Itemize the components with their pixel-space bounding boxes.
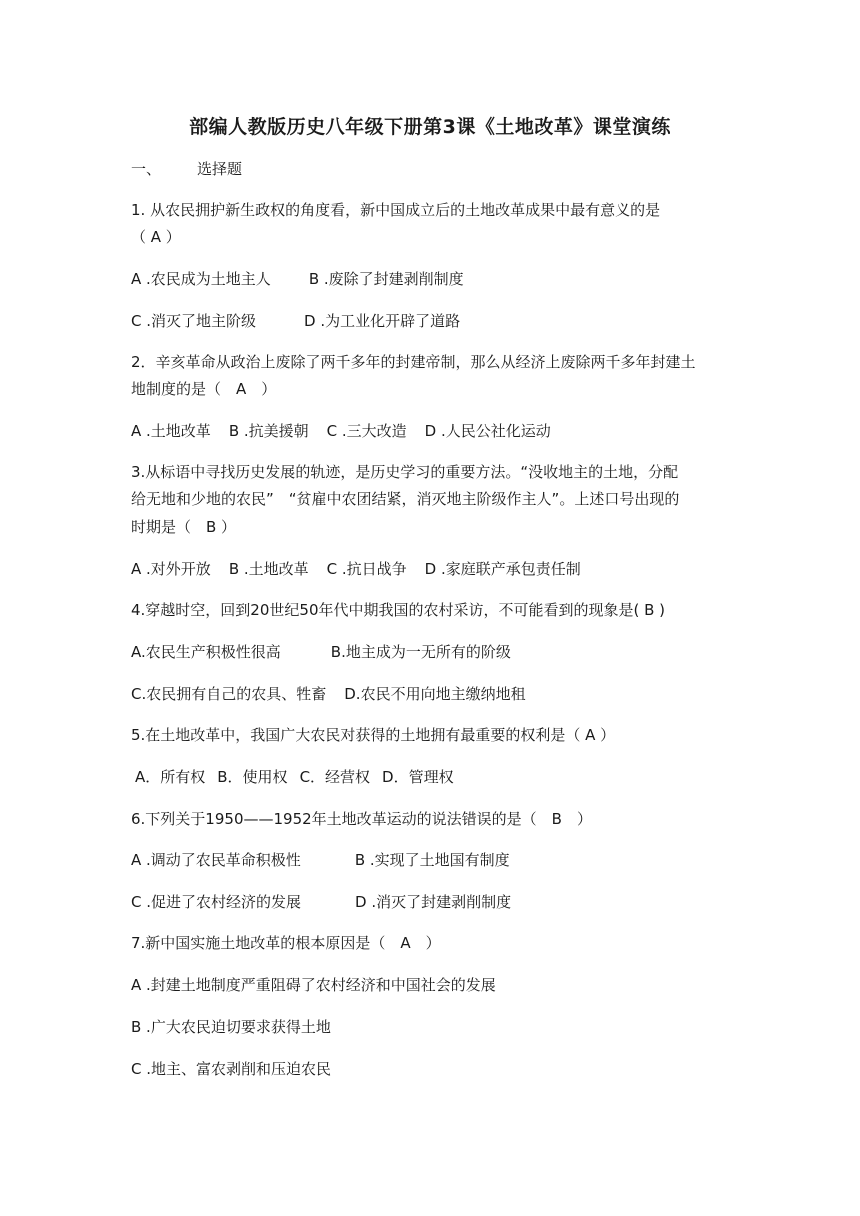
question-5-options-row-1 (135, 767, 454, 787)
question-6-stem-line-1: 6.下列关于1950——1952年土地改革运动的说法错误的是（ B ） (131, 810, 592, 828)
option-c: C.农民拥有自己的农具、牲畜 (131, 685, 327, 703)
section-label: 选择题 (197, 160, 243, 178)
question-3-options-row-1 (131, 559, 581, 579)
question-6-options-row-1 (131, 850, 510, 870)
question-1-options-row-1 (131, 269, 464, 289)
option-d: D .消灭了封建剥削制度 (355, 893, 512, 911)
option-d: D.农民不用向地主缴纳地租 (344, 685, 526, 703)
question-3-stem-line-2: 给无地和少地的农民” “贫雇中农团结紧，消灭地主阶级作主人”。上述口号出现的 (131, 490, 680, 508)
option-d: D .为工业化开辟了道路 (304, 312, 461, 330)
option-c: C .促进了农村经济的发展 (131, 893, 302, 911)
question-4-options-row-2 (131, 684, 526, 704)
question-2-stem-line-1: 2．辛亥革命从政治上废除了两千多年的封建帝制，那么从经济上废除两千多年封建土 (131, 353, 696, 371)
option-a: A．所有权 (135, 768, 206, 786)
section-number: 一、 (131, 160, 162, 178)
question-2-stem-line-2: 地制度的是（ A ） (131, 380, 277, 398)
option-c: C．经营权 (299, 768, 371, 786)
question-7-option-c: C .地主、富农剥削和压迫农民 (131, 1060, 332, 1078)
question-5-stem-line-1: 5.在土地改革中，我国广大农民对获得的土地拥有最重要的权利是（ A ） (131, 726, 616, 744)
question-3-stem-line-1: 3.从标语中寻找历史发展的轨迹，是历史学习的重要方法。“没收地主的土地，分配 (131, 463, 679, 481)
page-title: 部编人教版历史八年级下册第3课《土地改革》课堂演练 (189, 116, 671, 138)
option-c: C .消灭了地主阶级 (131, 312, 257, 330)
question-6-options-row-2 (131, 892, 511, 912)
option-b: B.地主成为一无所有的阶级 (330, 643, 511, 661)
question-2-options-row-1 (131, 421, 551, 441)
option-b: B .抗美援朝 (228, 422, 309, 440)
question-1-stem-line-1: 1. 从农民拥护新生政权的角度看，新中国成立后的土地改革成果中最有意义的是 (131, 201, 661, 219)
option-a: A .土地改革 (131, 422, 211, 440)
option-d: D .人民公社化运动 (424, 422, 551, 440)
option-a: A.农民生产积极性很高 (131, 643, 281, 661)
question-1-stem-line-2: （ A ） (131, 228, 181, 246)
option-a: A .调动了农民革命积极性 (131, 851, 301, 869)
section-heading (131, 159, 242, 179)
option-c: C .三大改造 (326, 422, 407, 440)
question-1-options-row-2 (131, 311, 460, 331)
option-b: B．使用权 (217, 768, 288, 786)
question-3-stem-line-3: 时期是（ B ） (131, 518, 237, 536)
question-7-option-a: A .封建土地制度严重阻碍了农村经济和中国社会的发展 (131, 976, 496, 994)
option-d: D .家庭联产承包责任制 (424, 560, 581, 578)
option-d: D．管理权 (382, 768, 454, 786)
question-7-option-b: B .广大农民迫切要求获得土地 (131, 1018, 331, 1036)
option-c: C .抗日战争 (326, 560, 407, 578)
option-b: B .土地改革 (228, 560, 309, 578)
question-4-stem-line-1: 4.穿越时空，回到20世纪50年代中期我国的农村采访，不可能看到的现象是( B ) (131, 601, 666, 619)
option-a: A .农民成为土地主人 (131, 270, 271, 288)
question-7-stem-line-1: 7.新中国实施土地改革的根本原因是（ A ） (131, 934, 441, 952)
option-a: A .对外开放 (131, 560, 211, 578)
option-b: B .实现了土地国有制度 (354, 851, 510, 869)
question-4-options-row-1 (131, 642, 511, 662)
option-b: B .废除了封建剥削制度 (308, 270, 464, 288)
